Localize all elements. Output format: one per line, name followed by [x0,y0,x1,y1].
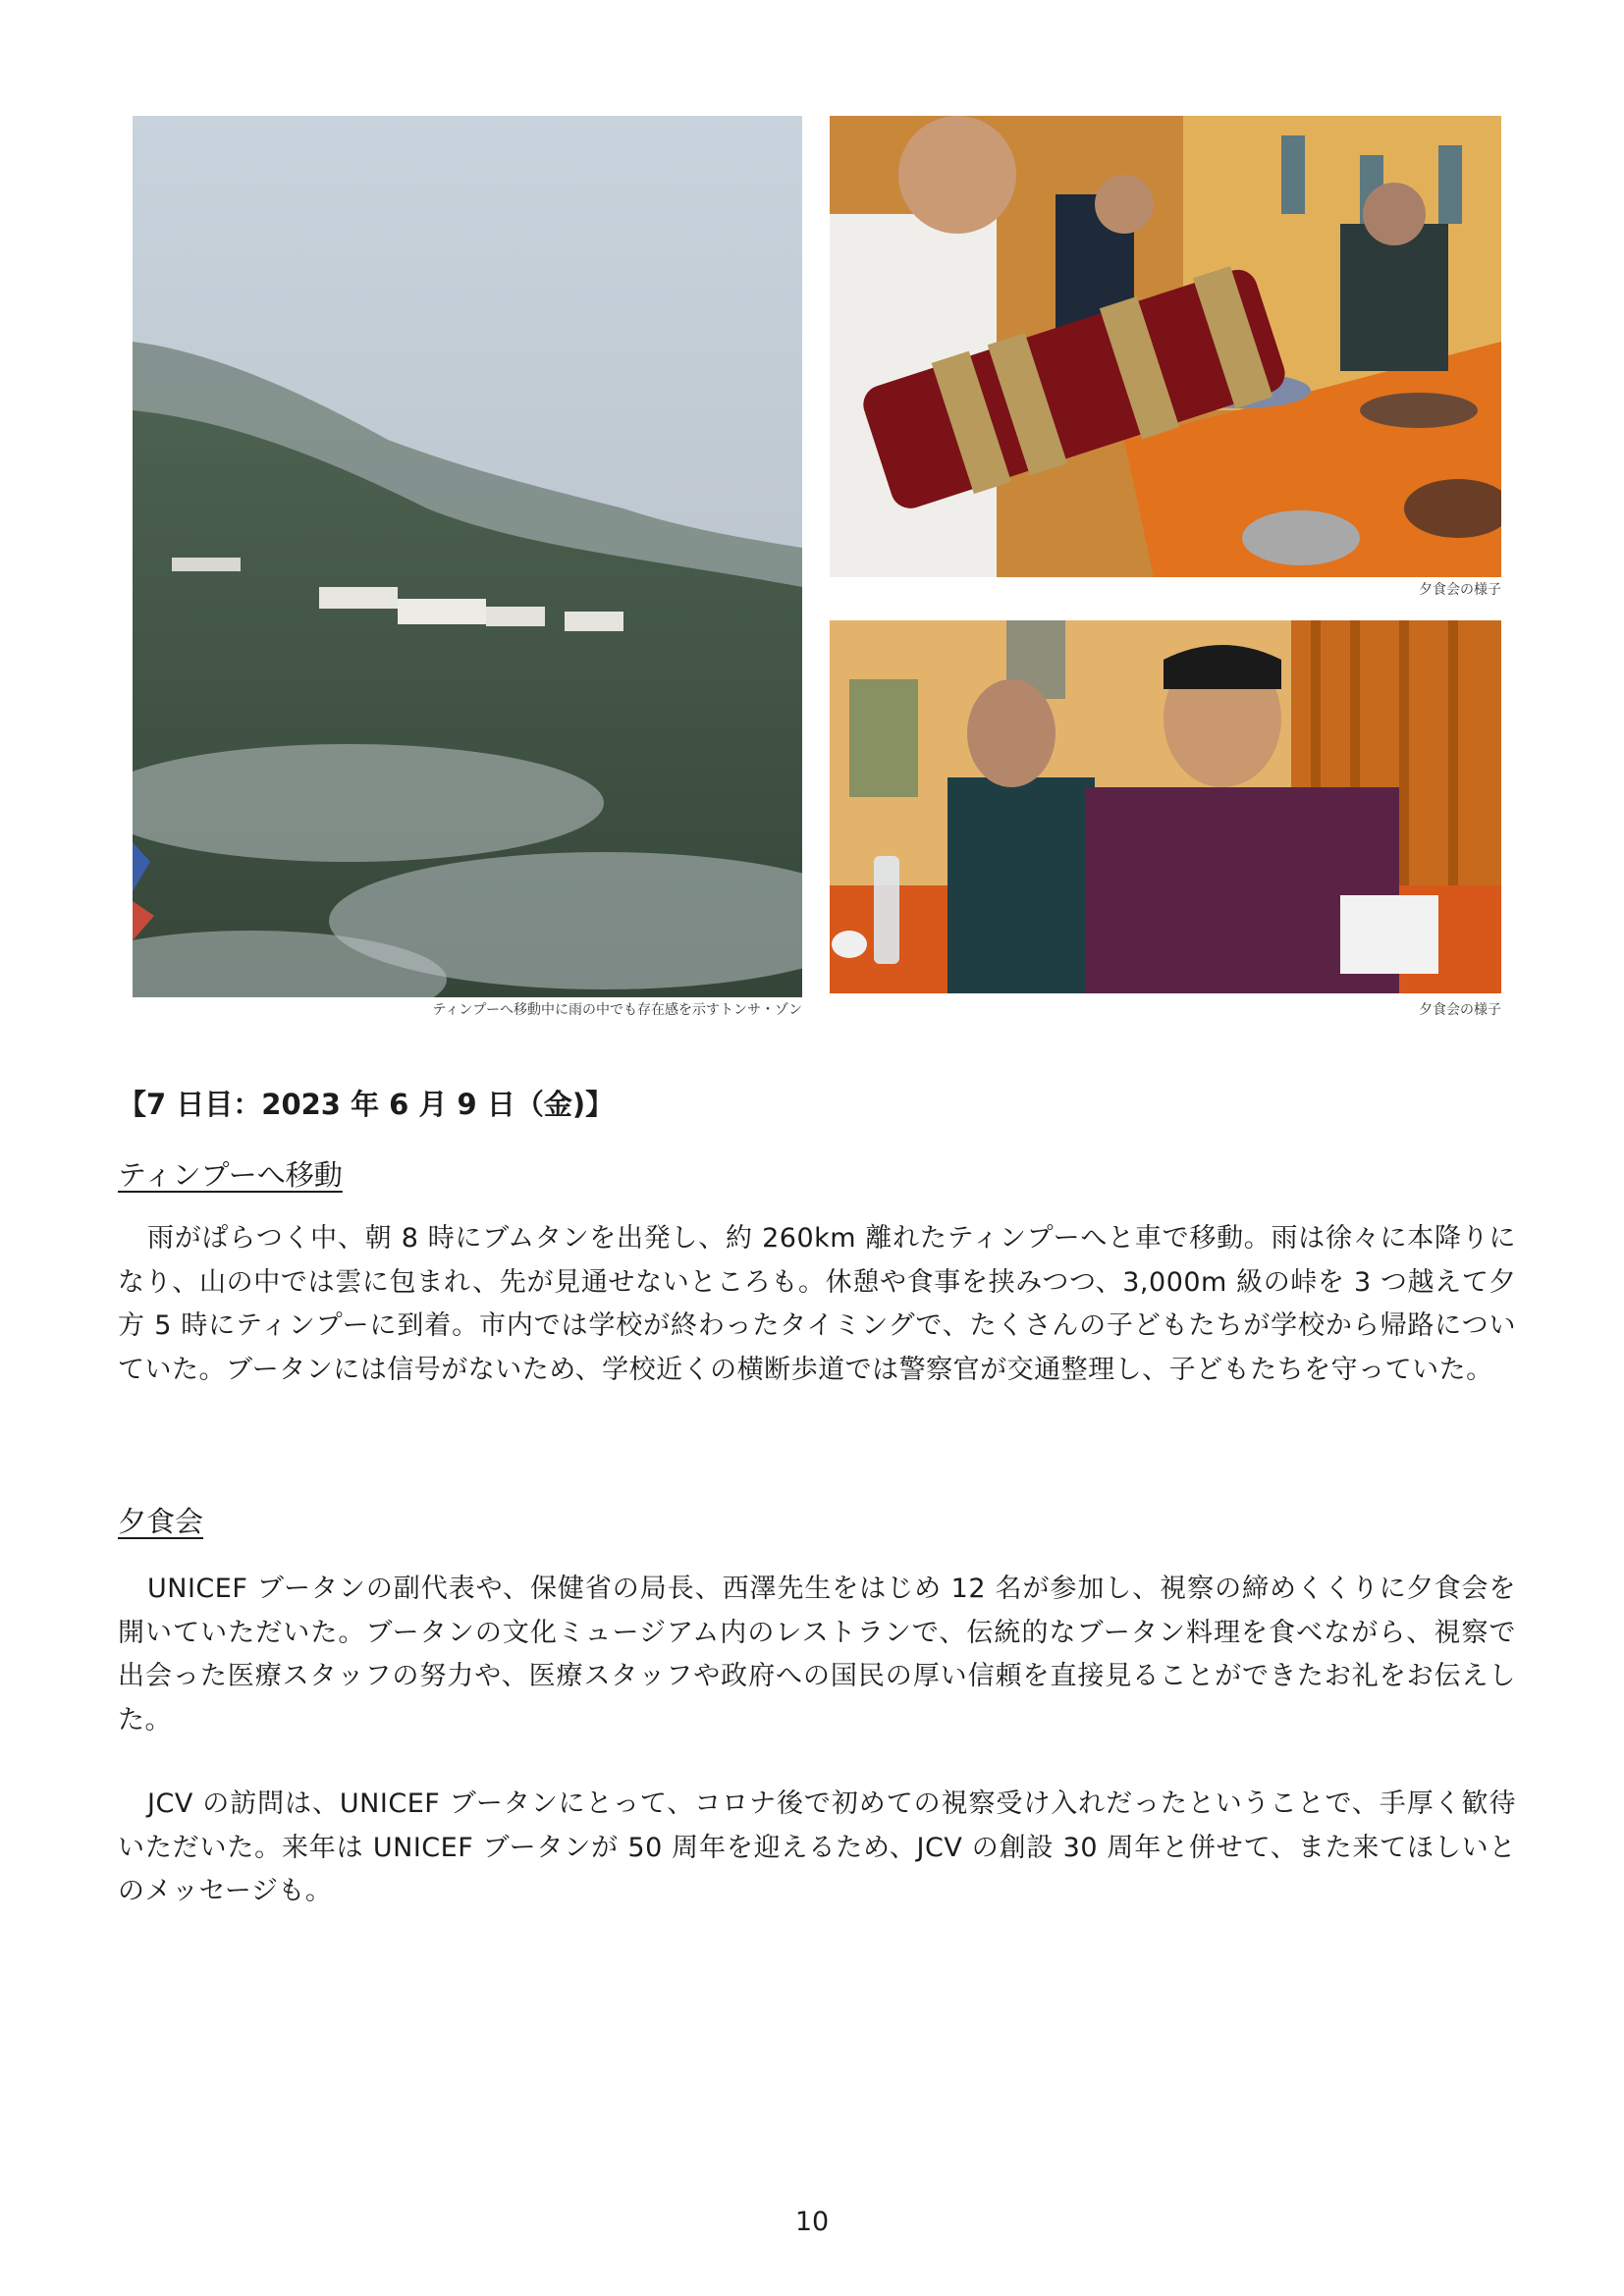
photo-caption-trongsa: ティンプーへ移動中に雨の中でも存在感を示すトンサ・ゾン [432,1002,802,1018]
paragraph-dinner-1: UNICEF ブータンの副代表や、保健省の局長、西澤先生をはじめ 12 名が参加し、視察の締めくくりに夕食会を開いていただいた。ブータンの文化ミュージアム内のレストランで、伝統的なブータン料理を食べながら、視察で出会った医療スタッフの努力や、医療スタッフや政府への国民の厚い信頼を直接見ることができたお礼をお伝えした。 [118,1574,1516,1735]
paragraph-dinner-2: JCV の訪問は、UNICEF ブータンにとって、コロナ後で初めての視察受け入れだったということで、手厚く歓待いただいた。来年は UNICEF ブータンが 50 周年を迎えるため、JCV の創設 30 周年と併せて、また来てほしいとのメッセージも。 [118,1789,1516,1906]
day-heading: 【7 日目：2023 年 6 月 9 日（金)】 [118,1088,615,1121]
page-number: 10 [794,2207,830,2237]
section-title-dinner: 夕食会 [118,1505,204,1538]
photo-caption-dinner-1: 夕食会の様子 [1419,582,1501,598]
photo-dinner-pouring [830,116,1501,577]
trongsa-dzong-image [133,116,802,997]
photo-dinner-guests [830,620,1501,993]
dinner-guests-image [830,620,1501,993]
photo-trongsa-dzong [133,116,802,997]
dinner-pouring-image [830,116,1501,577]
photo-caption-dinner-2: 夕食会の様子 [1419,1002,1501,1018]
paragraph-travel: 雨がぱらつく中、朝 8 時にブムタンを出発し、約 260km 離れたティンプーへと車で移動。雨は徐々に本降りになり、山の中では雲に包まれ、先が見通せないところも。休憩や食事を挟みつつ、3,000m 級の峠を 3 つ越えて夕方 5 時にティンプーに到着。市内では学校が終わったタイミングで、たくさんの子どもたちが学校から帰路についていた。ブータンには信号がないため、学校近くの横断歩道では警察官が交通整理し、子どもたちを守っていた。 [118,1223,1516,1385]
section-title-travel: ティンプーへ移動 [118,1158,343,1192]
